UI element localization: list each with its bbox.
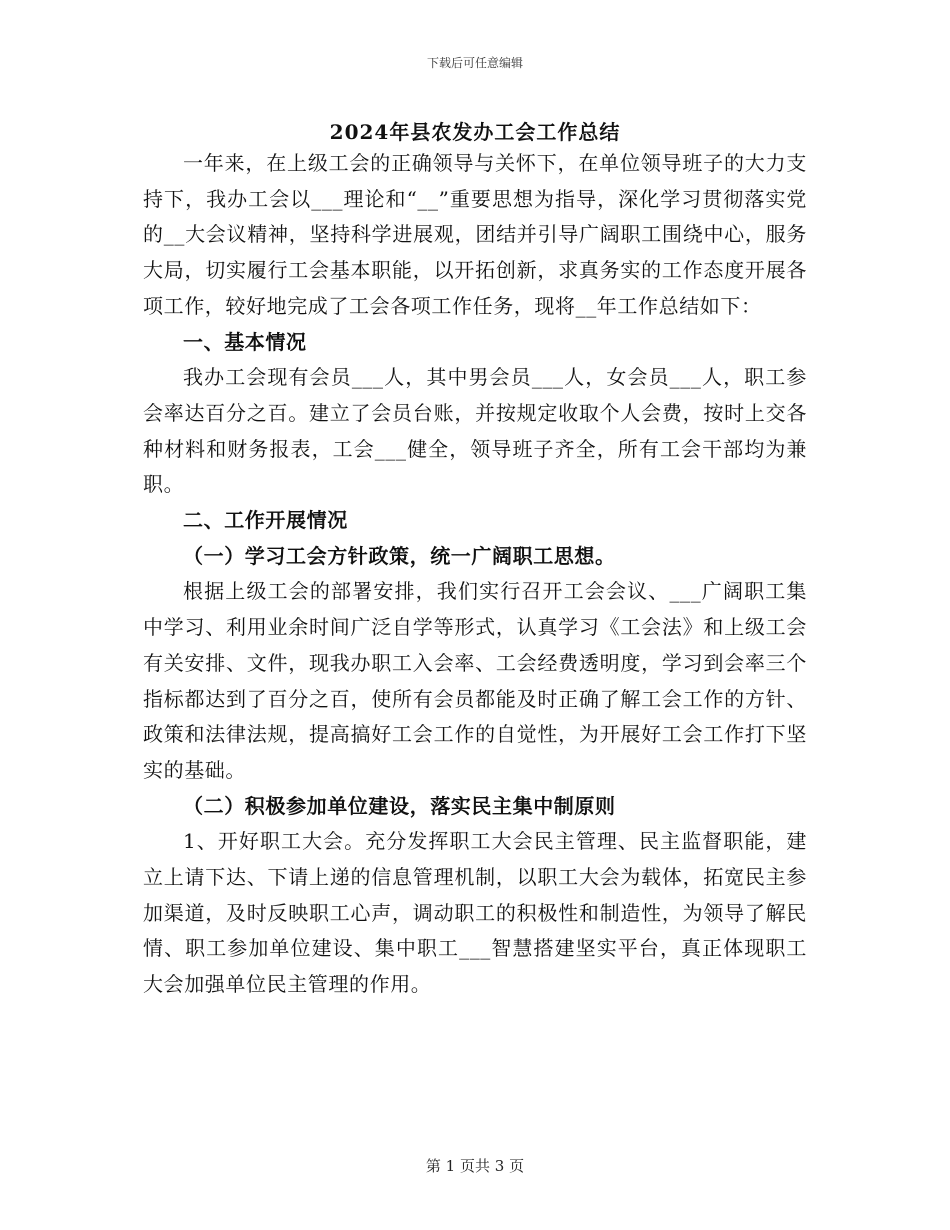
section-heading-basic-info: 一、基本情况 bbox=[183, 329, 307, 354]
study-policy-paragraph: 根据上级工会的部署安排，我们实行召开工会会议、___广阔职工集中学习、利用业余时间广泛自学等形式，认真学习《工会法》和上级工会有关安排、文件，现我办职工入会率、工会经费透明度，学习到会率三个指标都达到了百分之百，使所有会员都能及时正确了解工会工作的方针、政策和法律法规，提高搞好工会工作的自觉性，为开展好工会工作打下坚实的基础。 bbox=[143, 579, 807, 782]
document-title: 2024年县农发办工会工作总结 bbox=[329, 120, 621, 144]
staff-congress-paragraph: 1、开好职工大会。充分发挥职工大会民主管理、民主监督职能，建立上请下达、下请上递的信息管理机制，以职工大会为载体，拓宽民主参加渠道，及时反映职工心声，调动职工的积极性和制造性，为领导了解民情、职工参加单位建设、集中职工___智慧搭建坚实平台，真正体现职工大会加强单位民主管理的作用。 bbox=[143, 829, 807, 997]
subsection-heading-study-policy: （一）学习工会方针政策，统一广阔职工思想。 bbox=[183, 543, 616, 568]
section-heading-work-progress: 二、工作开展情况 bbox=[183, 508, 348, 533]
intro-paragraph: 一年来，在上级工会的正确领导与关怀下，在单位领导班子的大力支持下，我办工会以___理论和“__”重要思想为指导，深化学习贯彻落实党的__大会议精神，坚持科学进展观，团结并引导广阔职工围绕中心，服务大局，切实履行工会基本职能，以开拓创新，求真务实的工作态度开展各项工作，较好地完成了工会各项工作任务，现将__年工作总结如下： bbox=[143, 151, 807, 318]
header-note: 下载后可任意编辑 bbox=[426, 56, 523, 70]
subsection-heading-unit-building: （二）积极参加单位建设，落实民主集中制原则 bbox=[183, 793, 616, 818]
basic-info-paragraph: 我办工会现有会员___人，其中男会员___人，女会员___人，职工参会率达百分之百。建立了会员台账，并按规定收取个人会费，按时上交各种材料和财务报表，工会___健全，领导班子齐全，所有工会干部均为兼职。 bbox=[143, 365, 807, 497]
page-number: 第 1 页共 3 页 bbox=[425, 1157, 525, 1175]
document-body bbox=[143, 146, 807, 1003]
